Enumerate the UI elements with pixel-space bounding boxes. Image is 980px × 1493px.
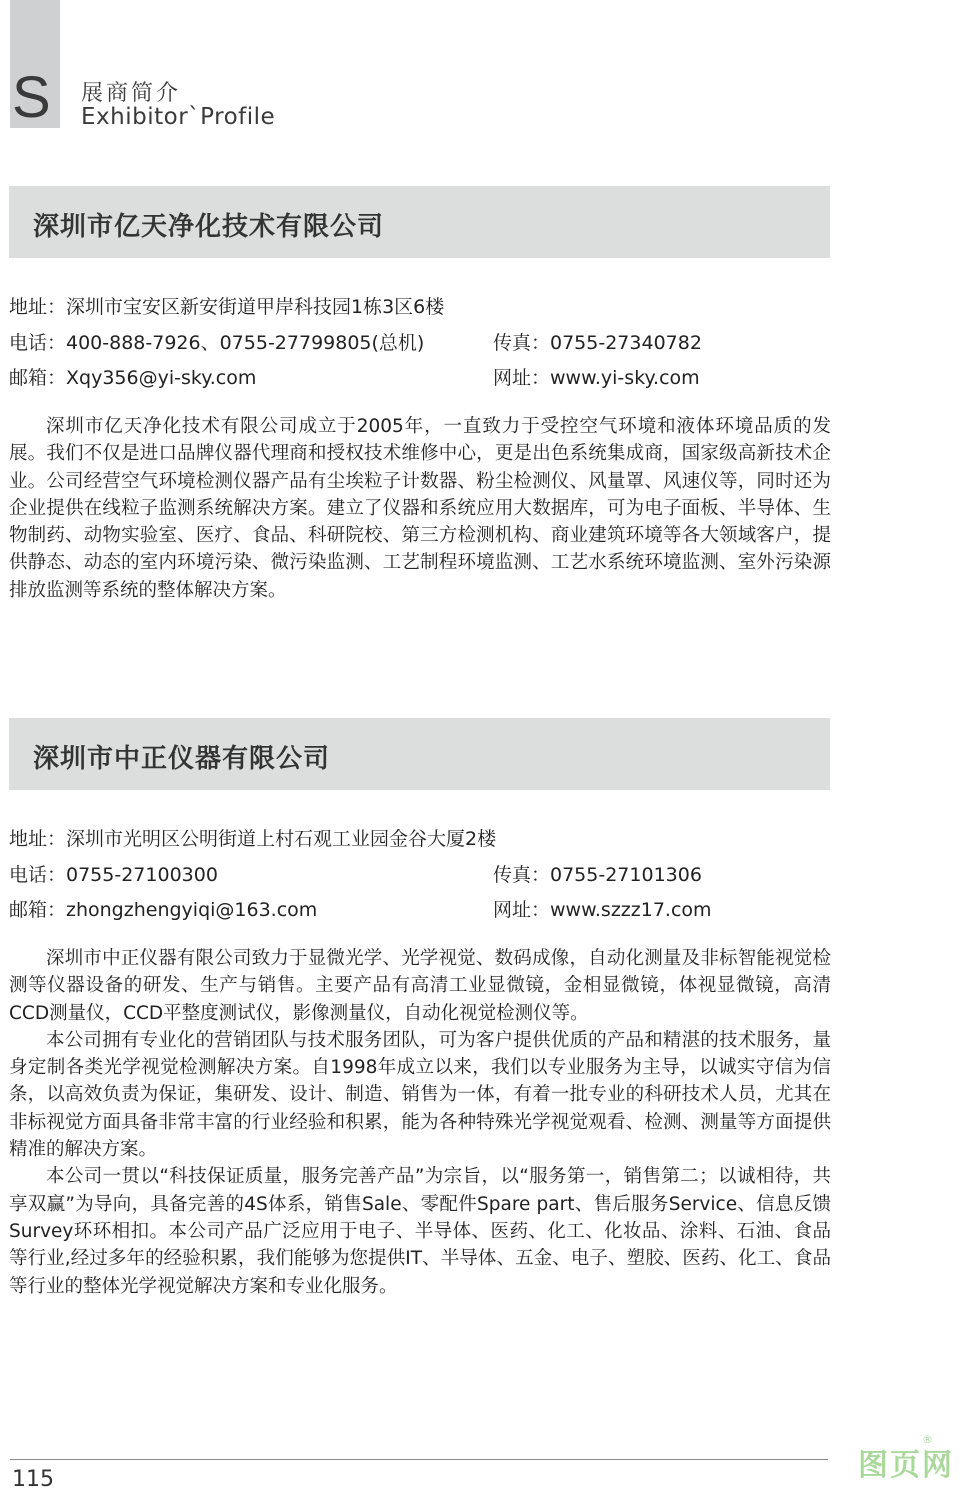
company-2-phone: 电话：0755-27100300 [9, 864, 218, 886]
company-1-phone-line [9, 328, 839, 358]
company-2-address-line [9, 824, 839, 854]
company-1-fax: 传真：0755-27340782 [493, 332, 702, 354]
header-letter: S [12, 65, 51, 130]
company-1-website: 网址：www.yi-sky.com [493, 367, 700, 389]
company-1-phone: 电话：400-888-7926、0755-27799805(总机) [9, 332, 425, 354]
company-2-email: 邮箱：zhongzhengyiqi@163.com [9, 899, 318, 921]
company-1-email: 邮箱：Xqy356@yi-sky.com [9, 367, 257, 389]
registered-mark: ® [922, 1433, 933, 1446]
company-2-name: 深圳市中正仪器有限公司 [33, 744, 331, 774]
company-2-website: 网址：www.szzz17.com [493, 899, 712, 921]
company-1-description: 深圳市亿天净化技术有限公司成立于2005年，一直致力于受控空气环境和液体环境品质的发展。我们不仅是进口品牌仪器代理商和授权技术维修中心，更是出色系统集成商，国家级高新技术企业。公司经营空气环境检测仪器产品有尘埃粒子计数器、粉尘检测仪、风量罩、风速仪等，同时还为企业提供在线粒子监测系统解决方案。建立了仪器和系统应用大数据库，可为电子面板、半导体、生物制药、动物实验室、医疗、食品、科研院校、第三方检测机构、商业建筑环境等各大领域客户，提供静态、动态的室内环境污染、微污染监测、工艺制程环境监测、工艺水系统环境监测、室外污染源排放监测等系统的整体解决方案。 [9, 416, 831, 601]
company-1-email-line [9, 363, 839, 393]
company-2-phone-line [9, 860, 839, 890]
company-1-title-bar [9, 186, 830, 258]
company-1-name: 深圳市亿天净化技术有限公司 [33, 212, 385, 242]
header-title-cn: 展商简介 [81, 81, 182, 106]
company-2-paragraph-1: 深圳市中正仪器有限公司致力于显微光学、光学视觉、数码成像，自动化测量及非标智能视觉检测等仪器设备的研发、生产与销售。主要产品有高清工业显微镜，金相显微镜，体视显微镜，高清CCD测量仪，CCD平整度测试仪，影像测量仪，自动化视觉检测仪等。 [9, 948, 831, 1024]
footer-rule [10, 1459, 828, 1460]
header-title-en: Exhibitor`Profile [81, 104, 276, 130]
company-2-title-bar [9, 718, 830, 790]
company-2-description [0, 945, 831, 1300]
company-2-paragraph-3: 本公司一贯以“科技保证质量，服务完善产品”为宗旨，以“服务第一，销售第二；以诚相待，共享双赢”为导向，具备完善的4S体系，销售Sale、零配件Spare part、售后服务Service、信息反馈Survey环环相扣。本公司产品广泛应用于电子、半导体、医药、化工、化妆品、涂料、石油、食品等行业,经过多年的经验积累，我们能够为您提供IT、半导体、五金、电子、塑胶、医药、化工、食品等行业的整体光学视觉解决方案和专业化服务。 [9, 1166, 831, 1297]
company-1-address: 地址：深圳市宝安区新安街道甲岸科技园1栋3区6楼 [9, 296, 445, 318]
company-2-address: 地址：深圳市光明区公明街道上村石观工业园金谷大厦2楼 [9, 828, 497, 850]
watermark-logo: 图页网 [858, 1448, 954, 1483]
page-number: 115 [12, 1467, 54, 1492]
company-2-fax: 传真：0755-27101306 [493, 864, 702, 886]
company-2-email-line [9, 895, 839, 925]
company-2-paragraph-2: 本公司拥有专业化的营销团队与技术服务团队，可为客户提供优质的产品和精湛的技术服务，量身定制各类光学视觉检测解决方案。自1998年成立以来，我们以专业服务为主导，以诚实守信为信条，以高效负责为保证，集研发、设计、制造、销售为一体，有着一批专业的科研技术人员，尤其在非标视觉方面具备非常丰富的行业经验和积累，能为各种特殊光学视觉观看、检测、测量等方面提供精准的解决方案。 [9, 1029, 831, 1161]
company-1-address-line [9, 292, 839, 322]
